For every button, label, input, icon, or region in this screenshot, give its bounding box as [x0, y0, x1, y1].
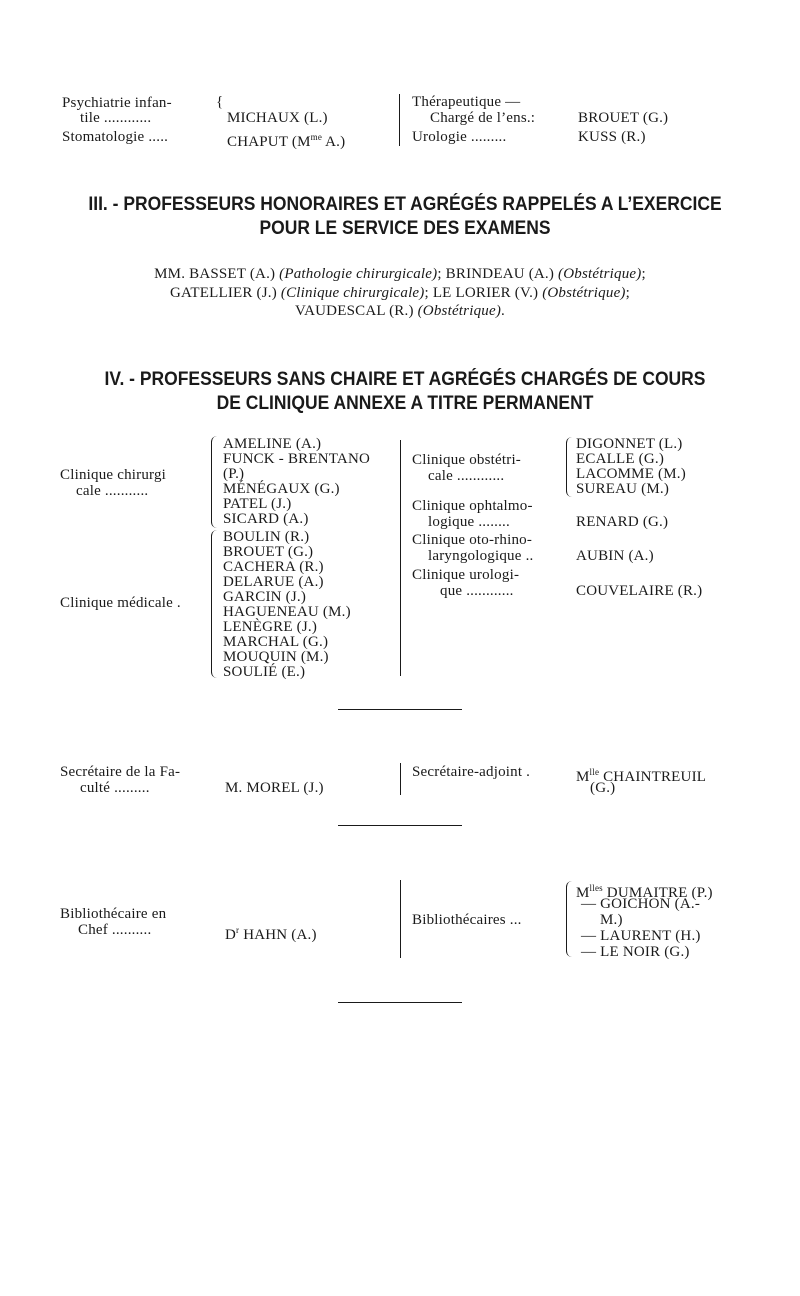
- name-goichon: — GOICHON (A.-: [581, 896, 701, 912]
- name-sicard: SICARD (A.): [223, 511, 309, 527]
- name-hagueneau: HAGUENEAU (M.): [223, 604, 351, 620]
- name-lacomme: LACOMME (M.): [576, 466, 686, 482]
- label-secretaire-2: culté .........: [80, 780, 150, 796]
- section-iii-line-3: VAUDESCAL (R.) (Obstétrique).: [295, 303, 505, 319]
- label-urologie: Urologie .........: [412, 129, 507, 145]
- label-clinique-ophtalmo-2: logique ........: [428, 514, 510, 530]
- label-clinique-medicale: Clinique médicale .: [60, 595, 181, 611]
- name-kuss: KUSS (R.): [578, 129, 646, 145]
- brace-psychiatrie: {: [216, 94, 224, 110]
- name-delarue: DELARUE (A.): [223, 574, 324, 590]
- name-brouet: BROUET (G.): [578, 110, 669, 126]
- name-goichon-initial: M.): [600, 912, 623, 928]
- label-bibliothecaire-chef-2: Chef ..........: [78, 922, 152, 938]
- name-chaintreuil: $M^{lle}$ CHAINTREUIL: [576, 767, 707, 785]
- label-bibliothecaires: Bibliothécaires ...: [412, 912, 522, 928]
- column-divider: [399, 94, 400, 146]
- name-ecalle: ECALLE (G.): [576, 451, 665, 467]
- separator-rule-1: [338, 709, 462, 710]
- name-chaput: CHAPUT ($M^{me}$ A.): [227, 132, 346, 150]
- name-funck-brentano-initial: (P.): [223, 466, 245, 482]
- section-iv-heading-1: IV. - PROFESSEURS SANS CHAIRE ET AGRÉGÉS CHARGÉS DE COURS: [104, 369, 706, 390]
- name-funck-brentano: FUNCK - BRENTANO: [223, 451, 371, 467]
- name-morel: M. MOREL (J.): [225, 780, 324, 796]
- name-brouet-g: BROUET (G.): [223, 544, 314, 560]
- name-marchal: MARCHAL (G.): [223, 634, 329, 650]
- label-clinique-urologique-1: Clinique urologi-: [412, 567, 520, 583]
- label-stomatologie: Stomatologie .....: [62, 129, 169, 145]
- label-bibliothecaire-chef-1: Bibliothécaire en: [60, 906, 167, 922]
- label-secretaire-adjoint: Secrétaire-adjoint .: [412, 764, 531, 780]
- name-renard: RENARD (G.): [576, 514, 669, 530]
- name-aubin: AUBIN (A.): [576, 548, 654, 564]
- name-laurent: — LAURENT (H.): [581, 928, 701, 944]
- brace-bibliothecaires: [566, 881, 575, 957]
- name-digonnet: DIGONNET (L.): [576, 436, 683, 452]
- name-ameline: AMELINE (A.): [223, 436, 322, 452]
- name-garcin: GARCIN (J.): [223, 589, 307, 605]
- name-menegaux: MÉNÉGAUX (G.): [223, 481, 340, 497]
- section-iv-divider: [400, 440, 401, 676]
- label-clinique-chirurgicale-2: cale ...........: [76, 483, 149, 499]
- label-clinique-ophtalmo-1: Clinique ophtalmo-: [412, 498, 533, 514]
- brace-medicale: [211, 530, 222, 678]
- name-patel: PATEL (J.): [223, 496, 292, 512]
- label-secretaire-1: Secrétaire de la Fa-: [60, 764, 181, 780]
- label-clinique-chirurgicale-1: Clinique chirurgi: [60, 467, 167, 483]
- label-psychiatrie-2: tile ............: [80, 110, 152, 126]
- section-iv-heading-2: DE CLINIQUE ANNEXE A TITRE PERMANENT: [216, 393, 594, 414]
- label-clinique-orl-1: Clinique oto-rhino-: [412, 532, 533, 548]
- library-divider: [400, 880, 401, 958]
- separator-rule-2: [338, 825, 462, 826]
- name-couvelaire: COUVELAIRE (R.): [576, 583, 703, 599]
- name-le-noir: — LE NOIR (G.): [581, 944, 690, 960]
- separator-rule-3: [338, 1002, 462, 1003]
- secretary-divider: [400, 763, 401, 795]
- name-lenegre: LENÈGRE (J.): [223, 619, 318, 635]
- label-clinique-obstetricale-2: cale ............: [428, 468, 505, 484]
- name-mouquin: MOUQUIN (M.): [223, 649, 329, 665]
- name-cachera: CACHERA (R.): [223, 559, 324, 575]
- brace-chirurgicale: [211, 436, 222, 528]
- section-iii-heading-2: POUR LE SERVICE DES EXAMENS: [259, 218, 551, 239]
- name-hahn: $D^r$ HAHN (A.): [225, 925, 317, 943]
- name-sureau: SUREAU (M.): [576, 481, 670, 497]
- name-soulie: SOULIÉ (E.): [223, 664, 306, 680]
- brace-obstetricale: [566, 437, 575, 497]
- label-therapeutique: Thérapeutique —: [412, 94, 521, 110]
- section-iii-heading-1: III. - PROFESSEURS HONORAIRES ET AGRÉGÉS RAPPELÉS A L’EXERCICE: [88, 194, 722, 215]
- name-michaux: MICHAUX (L.): [227, 110, 328, 126]
- label-clinique-orl-2: laryngologique ..: [428, 548, 534, 564]
- name-boulin: BOULIN (R.): [223, 529, 310, 545]
- label-clinique-obstetricale-1: Clinique obstétri-: [412, 452, 522, 468]
- label-psychiatrie-1: Psychiatrie infan-: [62, 95, 172, 111]
- section-iii-line-2: GATELLIER (J.) (Clinique chirurgicale); LE LORIER (V.) (Obstétrique);: [169, 285, 630, 301]
- label-charge-ens: Chargé de l’ens.:: [430, 110, 536, 126]
- name-chaintreuil-initial: (G.): [590, 780, 616, 796]
- label-clinique-urologique-2: que ............: [440, 583, 514, 599]
- name-dumaitre: $M^{lles}$ DUMAITRE (P.): [576, 883, 713, 901]
- section-iii-line-1: MM. BASSET (A.) (Pathologie chirurgicale); BRINDEAU (A.) (Obstétrique);: [154, 266, 646, 282]
